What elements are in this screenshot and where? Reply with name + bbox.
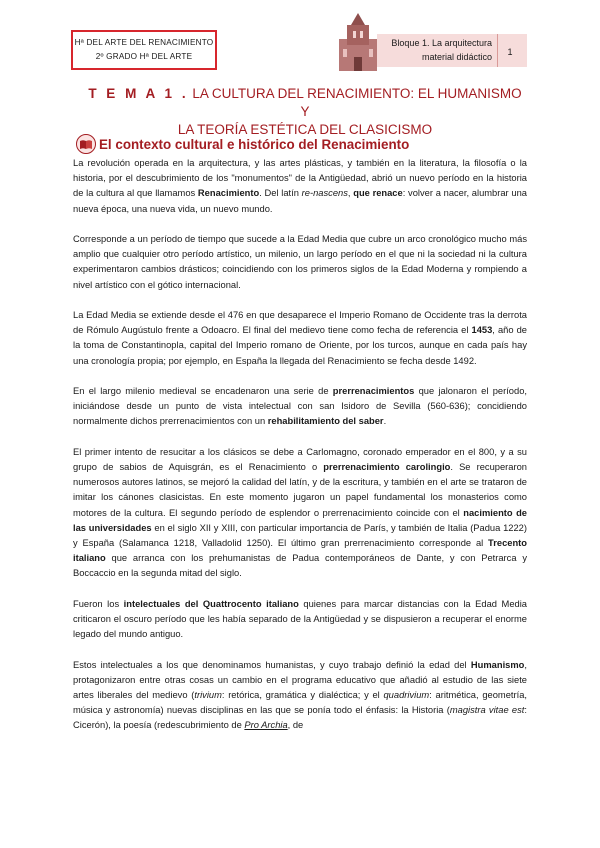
paragraph-7: Estos intelectuales a los que denominamos humanistas, y cuyo trabajo definió la edad del Humanismo, protagonizaron entre otras cosas un cambio en el programa educativo que añadió al estudio de las siete artes liberales del medievo (trivium: retórica, gramática y dialéctica; y el quadrivium: aritmética, geometría, música y astronomía) nuevas disciplinas en las que se ponía todo el énfasis: la Historia (magistra vitae est: Cicerón), la poesía (redescubrimiento de Pro Archia, de [73, 659, 527, 731]
block-title: Bloque 1. La arquitectura [391, 38, 492, 48]
paragraph-4: En el largo milenio medieval se encadenaron una serie de prerrenacimientos que jalonaron el período, iniciándose desde un punto de vista intelectual con san Isidoro de Sevilla (560-636); concidiendo normalmente dichos prerrenacimientos con un rehabilitamiento del saber. [73, 386, 527, 427]
title-line1: LA CULTURA DEL RENACIMIENTO: EL HUMANISMO Y [192, 86, 522, 119]
title-tema: T E M A 1 . [88, 86, 189, 101]
header-block-info [382, 36, 492, 64]
block-subtitle: material didáctico [421, 52, 492, 62]
paragraph-2: Corresponde a un período de tiempo que sucede a la Edad Media que cubre un arco cronológico mucho más amplio que cualquier otro período artístico, un milenio, un largo período en el que ni la sociedad ni la cultura experimentaron cambios drásticos; coincidiendo con los primeros siglos de la Edad Moderna y rompiendo a nivel artístico con el gótico internacional. [73, 234, 527, 290]
title-line2: LA TEORÍA ESTÉTICA DEL CLASICISMO [177, 122, 433, 137]
paragraph-3: La Edad Media se extiende desde el 476 en que desaparece el Imperio Romano de Occidente tras la derrota de Rómulo Augústulo frente a Odoacro. El final del medievo tiene como fecha de referencia el 1453, año de la toma de Constantinopla, capital del Imperio romano de Oriente, por los turcos, aunque en cada país hay una cronología propia; por ejemplo, en España la llegada del Renacimiento se fecha desde 1492. [73, 310, 527, 366]
course-grade: 2º GRADO Hª DEL ARTE [95, 52, 193, 61]
section-title: El contexto cultural e histórico del Renacimiento [99, 136, 410, 152]
tower-icon [339, 13, 377, 71]
paragraph-5: El primer intento de resucitar a los clásicos se debe a Carlomagno, coronado emperador en el 800, y a su grupo de sabios de Aquisgrán, es el Renacimiento o prerrenacimiento carolingio. Se recuperaron numerosos autores latinos, se mejoró la calidad del latín, y de la escritura, y también en el arte se trataron de imitar los cánones clasicistas. En este momento jugaron un papel fundamental los monasterios como motores de la cultura. El segundo período de esplendor o prerrenacimiento coincide con el nacimiento de las universidades en el siglo XII y XIII, con particular importancia de París, y también de Italia (Padua 1222) y España (Salamanca 1218, Valladolid 1250). El último gran prerrenacimiento corresponde al Trecento italiano que arranca con los prehumanistas de Padua contemporáneos de Dante, y con Petrarca y Boccaccio en la segunda mitad del siglo. [73, 446, 527, 579]
header-divider [497, 34, 498, 67]
course-badge [71, 30, 217, 70]
paragraph-1: La revolución operada en la arquitectura, y las artes plásticas, y también en la literatura, la filosofía o la historia, por el descubrimiento de los "monumentos" de la Antigüedad, abrió un nuevo período en la historia de la cultura al que llamamos Renacimiento. Del latín re-nascens, que renace: volver a nacer, alumbrar una nueva época, una nueva vida, un nuevo mundo. [73, 158, 527, 214]
page-title [85, 85, 525, 139]
page-number: 1 [507, 47, 513, 57]
body-text [73, 156, 527, 749]
book-icon [76, 134, 96, 154]
course-title: Hª DEL ARTE DEL RENACIMIENTO [74, 38, 214, 47]
paragraph-6: Fueron los intelectuales del Quattrocento italiano quienes para marcar distancias con la Edad Media criticaron el oscuro período que les había separado de la Antigüedad y se dispusieron a recuperar el enorme legado del mundo antiguo. [73, 598, 527, 640]
section-heading [76, 134, 409, 154]
